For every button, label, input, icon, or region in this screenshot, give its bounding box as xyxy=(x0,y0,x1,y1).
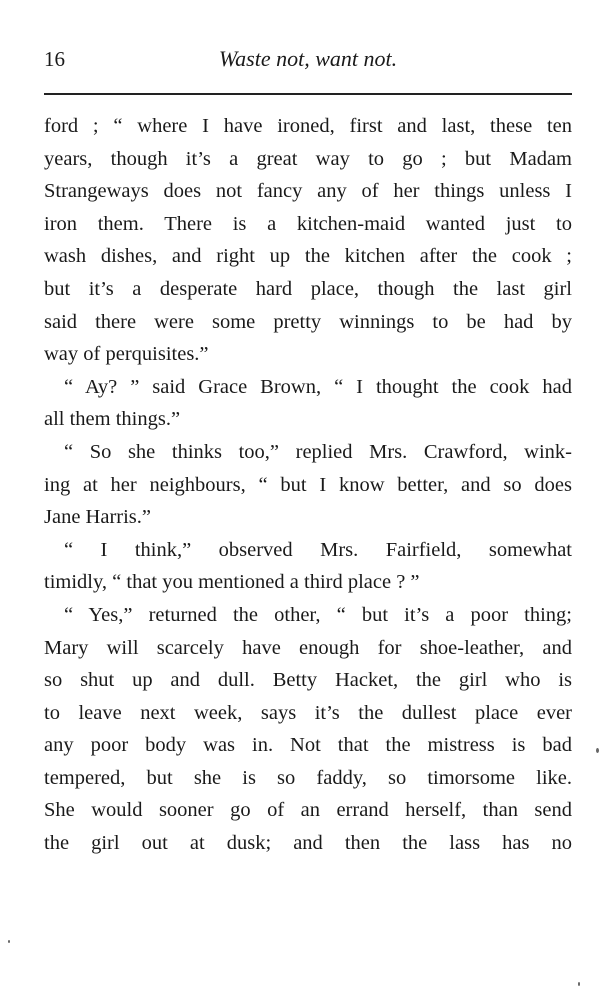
text-line: She would sooner go of an errand herself, than send xyxy=(44,799,572,822)
paper-speck xyxy=(596,748,599,753)
text-line: “ So she thinks too,” replied Mrs. Crawford, wink- xyxy=(64,440,572,463)
text-line: iron them. There is a kitchen-maid wanted just to xyxy=(44,212,572,235)
text-line: way of perquisites.” xyxy=(44,343,209,366)
text-line: the girl out at dusk; and then the lass has no xyxy=(44,832,572,855)
text-line: “ I think,” observed Mrs. Fairfield, somewhat xyxy=(64,538,572,561)
page-number: 16 xyxy=(44,47,65,71)
paragraph xyxy=(44,436,572,534)
text-line: but it’s a desperate hard place, though the last girl xyxy=(44,277,572,300)
text-line: to leave next week, says it’s the dullest place ever xyxy=(44,701,572,724)
paper-speck xyxy=(8,940,10,943)
paragraph xyxy=(44,534,572,599)
text-line: Jane Harris.” xyxy=(44,506,152,529)
text-line: said there were some pretty winnings to be had by xyxy=(44,310,572,333)
text-line: “ Ay? ” said Grace Brown, “ I thought the cook had xyxy=(64,375,572,398)
text-line: “ Yes,” returned the other, “ but it’s a poor thing; xyxy=(64,603,572,626)
page-header xyxy=(44,44,572,78)
body-text xyxy=(44,110,572,860)
text-line: wash dishes, and right up the kitchen after the cook ; xyxy=(44,245,572,268)
paragraph xyxy=(44,110,572,371)
paragraph xyxy=(44,599,572,860)
text-line: ing at her neighbours, “ but I know better, and so does xyxy=(44,473,572,496)
text-line: timidly, “ that you mentioned a third place ? ” xyxy=(44,571,420,594)
text-line: tempered, but she is so faddy, so timorsome like. xyxy=(44,766,572,789)
text-line: years, though it’s a great way to go ; but Madam xyxy=(44,147,572,170)
text-line: all them things.” xyxy=(44,408,181,431)
text-line: so shut up and dull. Betty Hacket, the girl who is xyxy=(44,669,572,692)
text-line: any poor body was in. Not that the mistress is bad xyxy=(44,734,572,757)
running-title: Waste not, want not. xyxy=(218,46,398,71)
text-line: Mary will scarcely have enough for shoe-leather, and xyxy=(44,636,572,659)
text-line: ford ; “ where I have ironed, first and last, these ten xyxy=(44,115,572,137)
paragraph xyxy=(44,371,572,436)
text-line: Strangeways does not fancy any of her things unless I xyxy=(44,180,572,203)
header-rule xyxy=(44,93,572,95)
paper-speck xyxy=(578,982,580,986)
